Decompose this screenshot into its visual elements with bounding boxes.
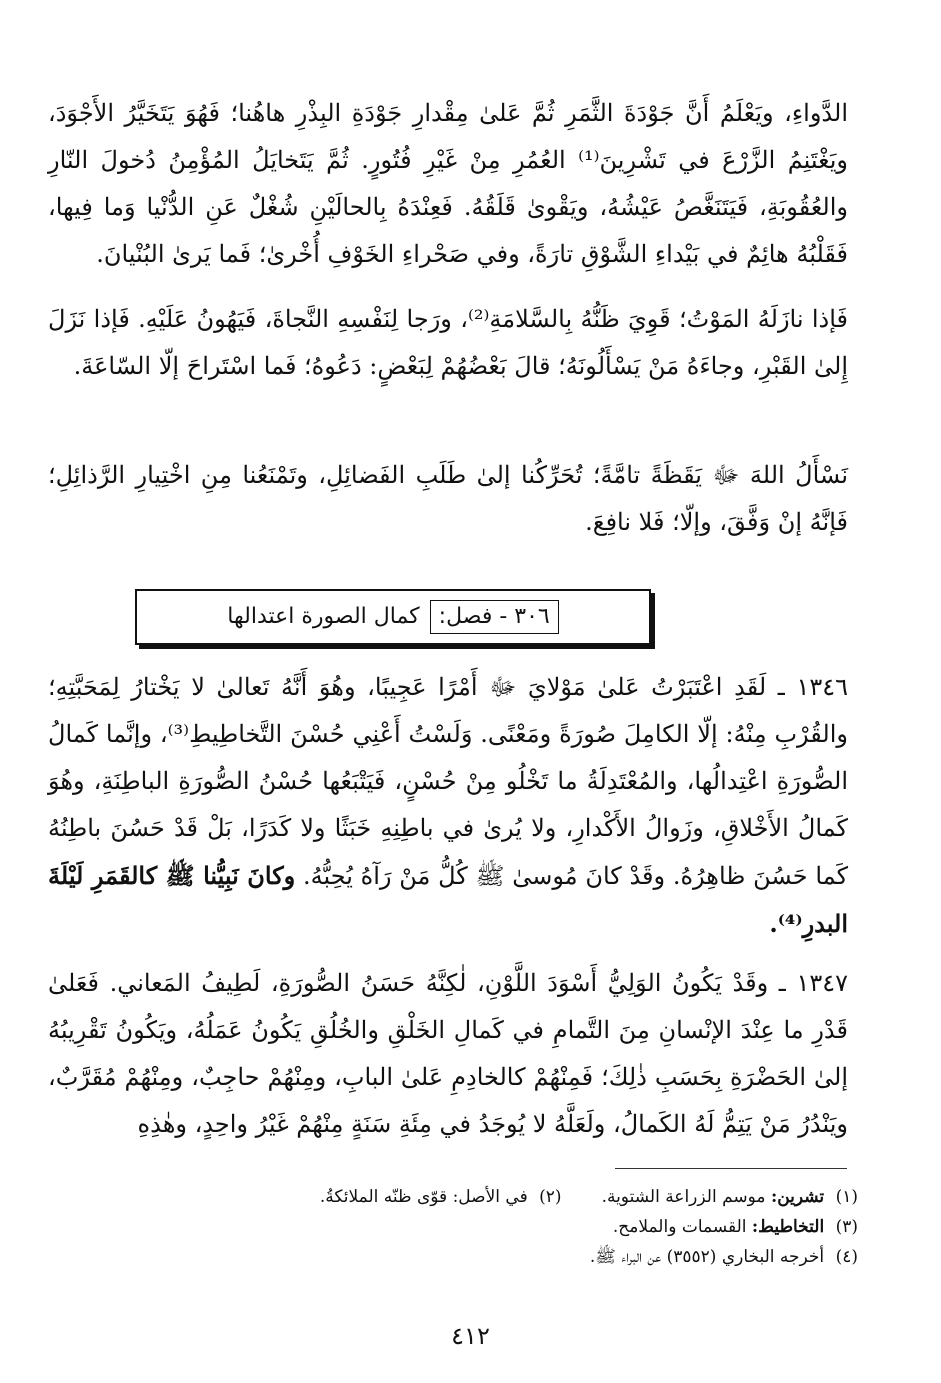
section-number-label: ٣٠٦ - فصل: [430,600,559,634]
footnote-1 [602,1182,858,1212]
footnote-number: (١) [835,1187,858,1207]
paragraph-1-text: الدَّواءِ، ويَعْلَمُ أَنَّ جَوْدَةَ الثَّمَرِ ثُمَّ عَلىٰ مِقْدارِ جَوْدَةِ البِذْرِ هاهُنا؛ فَهُوَ يَتَخَيَّرُ الأَجْوَدَ، ويَغْتَنِمُ الزَّرْعَ في تَشْرِينَ⁽¹⁾ العُمُرِ مِنْ غَيْرِ فُتُورٍ. ثُمَّ يَتَخايَلُ المُؤْمِنُ دُخولَ النّارِ والعُقُوبَةِ، فَيَتَنَغَّصُ عَيْشُهُ، ويَقْوىٰ قَلَقُهُ. فَعِنْدَهُ بِالحالَيْنِ شُغْلٌ عَنِ الدُّنْيا وَما فِيها، فَقَلْبُهُ هائِمٌ في بَيْداءِ الشَّوْقِ تارَةً، وفي صَحْراءِ الخَوْفِ أُخْرىٰ؛ فَما يَرىٰ البُنْيانَ. [48,99,848,268]
footnote-term: تشرين: [770,1187,825,1207]
footnote-2 [320,1182,562,1212]
paragraph-1346 [48,664,848,948]
footnote-text: أخرجه البخاري (٣٥٥٢) عن البراء ﷺ. [589,1247,825,1267]
paragraph-2-text: فَإذا نازَلَهُ المَوْتُ؛ قَوِيَ ظَنُّهُ بِالسَّلامَةِ⁽²⁾، ورَجا لِنَفْسِهِ النَّجاةَ، فَيَهُونُ عَلَيْهِ. فَإذا نَزَلَ إِلىٰ القَبْرِ، وجاءَهُ مَنْ يَسْأَلُونَهُ؛ قالَ بَعْضُهُمْ لِبَعْضٍ: دَعُوهُ؛ فَما اسْتَراحَ إلّا السّاعَةَ. [48,305,848,380]
footnotes [48,1182,858,1272]
paragraph-1347-text: ١٣٤٧ ـ وقَدْ يَكُونُ الوَلِيُّ أَسْوَدَ اللَّوْنِ، لٰكِنَّهُ حَسَنُ الصُّورَةِ، لَطِيفُ المَعاني. فَعَلىٰ قَدْرِ ما عِنْدَ الإنْسانِ مِنَ التَّمامِ في كَمالِ الخَلْقِ والخُلُقِ يَكُونُ عَمَلُهُ، ويَكُونُ تَقْرِيبُهُ إلىٰ الحَضْرَةِ بِحَسَبِ ذٰلِكَ؛ فَمِنْهُمْ كالخادِمِ عَلىٰ البابِ، ومِنْهُمْ حاجِبٌ، ومِنْهُمْ مُقَرَّبٌ، ويَنْدُرُ مَنْ يَتِمُّ لَهُ الكَمالُ، ولَعَلَّهُ لا يُوجَدُ في مِئَةِ سَنَةٍ مِنْهُمْ غَيْرُ واحِدٍ، وهٰذِهِ [48,969,848,1138]
paragraph-1347 [48,960,848,1148]
section-heading-box [135,589,651,645]
paragraph-3-text: نَسْأَلُ اللهَ ﷻ يَقَظَةً تامَّةً؛ تُحَرِّكُنا إلىٰ طَلَبِ الفَضائِلِ، وتَمْنَعُنا مِنِ اخْتِيارِ الرَّذائِلِ؛ فَإنَّهُ إنْ وَفَّقَ، وإلّا؛ فَلا نافِعَ. [48,461,848,536]
footnote-3 [48,1212,858,1242]
paragraph-1346-text: ١٣٤٦ ـ لَقَدِ اعْتَبَرْتُ عَلىٰ مَوْلايَ ﷻ أَمْرًا عَجِيبًا، وهُوَ أَنَّهُ تَعالىٰ لا يَخْتارُ لِمَحَبَّتِهِ؛ والقُرْبِ مِنْهُ: إلّا الكامِلَ صُورَةً ومَعْنًى. وَلَسْتُ أَعْنِي حُسْنَ التَّخاطِيطِ⁽³⁾، وإنَّما كَمالُ الصُّورَةِ اعْتِدالُها، والمُعْتَدِلَةُ ما تَخْلُو مِنْ حُسْنٍ، فَيَتْبَعُها حُسْنُ الصُّورَةِ الباطِنَةِ، وهُوَ كَمالُ الأَخْلاقِ، وزَوالُ الأَكْدارِ، ولا يُرىٰ في باطِنِهِ خَبَثًا ولا كَدَرًا، بَلْ قَدْ حَسُنَ باطِنُهُ كَما حَسُنَ ظاهِرُهُ. وقَدْ كانَ مُوسىٰ ﷺ كُلُّ مَنْ رَآهُ يُحِبُّهُ. [48,673,848,890]
footnote-number: (٤) [835,1247,858,1267]
paragraph-2 [48,296,848,390]
section-title: كمال الصورة اعتدالها [227,604,420,629]
footnote-text: في الأصل: قوّى ظنّه الملائكةُ. [319,1187,528,1207]
footnote-row-1 [48,1182,858,1212]
footnote-4 [48,1242,858,1272]
paragraph-1346-bold-text: وكانَ نَبِيُّنا ﷺ كالقَمَرِ لَيْلَةَ البدرِ⁽⁴⁾. [48,861,848,938]
footnote-text: موسم الزراعة الشتوية. [601,1187,766,1207]
footnote-divider [615,1168,847,1169]
page-number: ٤١٢ [451,1322,490,1350]
footnote-term: التخاطيط: [751,1217,825,1237]
paragraph-3 [48,452,848,546]
footnote-number: (٢) [539,1187,562,1207]
paragraph-1 [48,90,848,278]
footnote-number: (٣) [835,1217,858,1237]
footnote-text: القسمات والملامح. [612,1217,747,1237]
